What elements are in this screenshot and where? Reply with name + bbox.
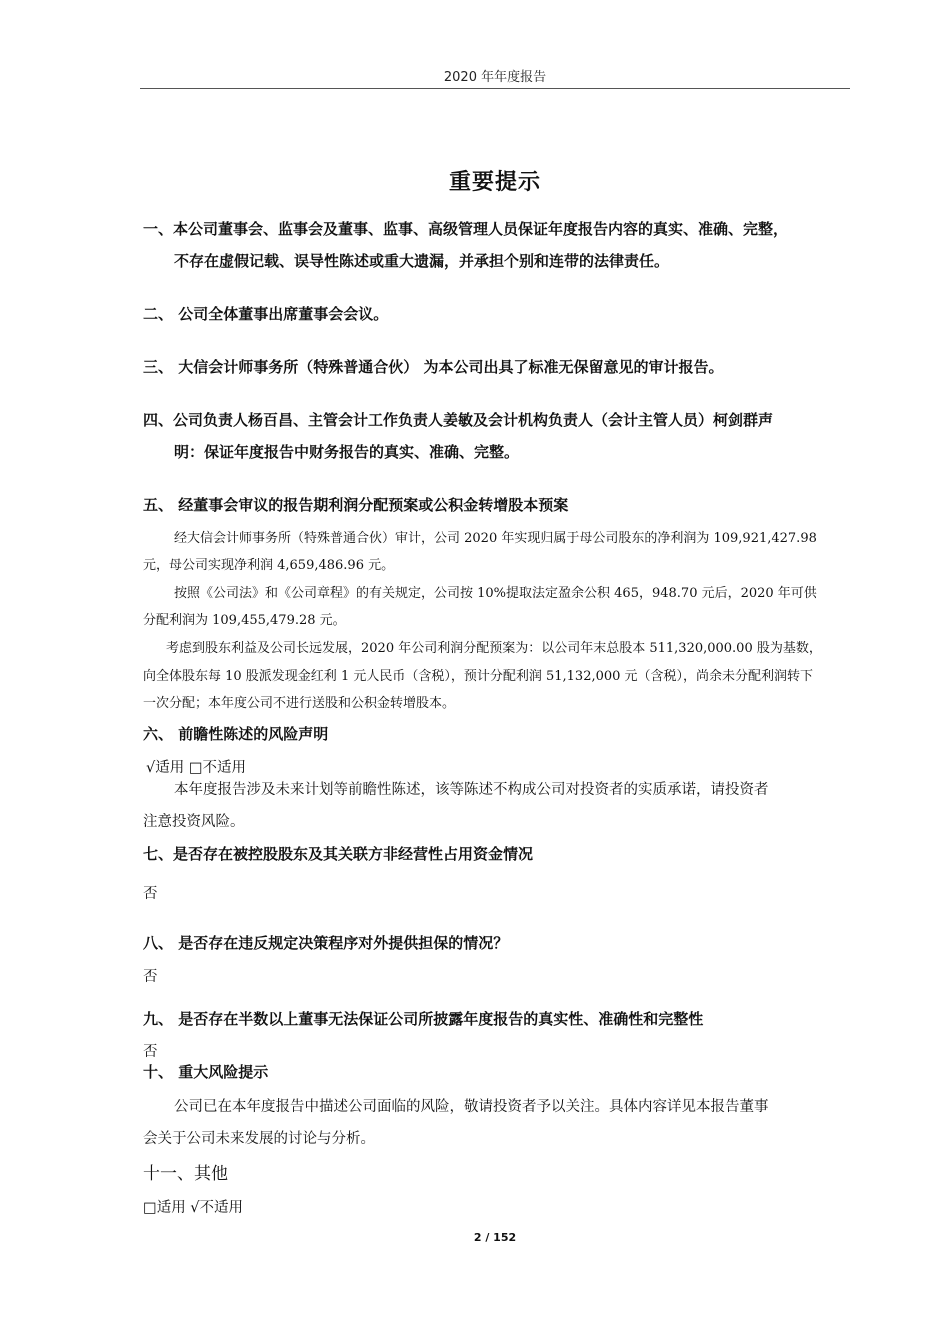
section-5-heading: 五、 经董事会审议的报告期利润分配预案或公积金转增股本预案	[143, 496, 569, 514]
section-6-p-l2: 注意投资风险。	[143, 814, 245, 830]
section-10-heading: 十、 重大风险提示	[143, 1063, 269, 1081]
section-11-option: □适用 √不适用	[143, 1200, 244, 1216]
page-number: 2 / 152	[473, 1231, 517, 1244]
section-5-p2-l1: 按照《公司法》和《公司章程》的有关规定，公司按 10%提取法定盈余公积 465，948.70 元后，2020 年可供	[174, 586, 817, 601]
section-3: 三、 大信会计师事务所（特殊普通合伙） 为本公司出具了标准无保留意见的审计报告。	[143, 358, 724, 376]
section-4-line-2: 明：保证年度报告中财务报告的真实、准确、完整。	[174, 443, 520, 461]
section-6-p-l1: 本年度报告涉及未来计划等前瞻性陈述，该等陈述不构成公司对投资者的实质承诺，请投资者	[174, 782, 769, 798]
section-7-answer: 否	[143, 886, 158, 902]
section-5-p1-l1: 经大信会计师事务所（特殊普通合伙）审计，公司 2020 年实现归属于母公司股东的净利润为 109,921,427.98	[174, 531, 817, 546]
section-1-line-2: 不存在虚假记载、误导性陈述或重大遗漏，并承担个别和连带的法律责任。	[174, 252, 670, 270]
section-8-answer: 否	[143, 969, 158, 985]
section-2: 二、 公司全体董事出席董事会会议。	[143, 305, 389, 323]
section-9-answer: 否	[143, 1044, 158, 1060]
section-6-heading: 六、 前瞻性陈述的风险声明	[143, 725, 329, 743]
page-title: 重要提示	[448, 170, 541, 195]
section-10-p-l2: 会关于公司未来发展的讨论与分析。	[143, 1131, 375, 1147]
section-11-heading: 十一、其他	[143, 1164, 228, 1184]
section-9-heading: 九、 是否存在半数以上董事无法保证公司所披露年度报告的真实性、准确性和完整性	[143, 1010, 704, 1028]
section-10-p-l1: 公司已在本年度报告中描述公司面临的风险，敬请投资者予以关注。具体内容详见本报告董事	[174, 1099, 769, 1115]
section-1-line-1: 一、本公司董事会、监事会及董事、监事、高级管理人员保证年度报告内容的真实、准确、完整，	[143, 220, 789, 238]
section-8-heading: 八、 是否存在违反规定决策程序对外提供担保的情况？	[143, 934, 509, 952]
section-5-p3-l1: 考虑到股东利益及公司长远发展，2020 年公司利润分配预案为：以公司年末总股本 511,320,000.00 股为基数，	[166, 641, 822, 656]
page-header: 2020 年年度报告	[443, 70, 547, 85]
header-rule	[140, 88, 850, 89]
section-7-heading: 七、是否存在被控股股东及其关联方非经营性占用资金情况	[143, 845, 534, 863]
section-4-line-1: 四、公司负责人杨百昌、主管会计工作负责人姜敏及会计机构负责人（会计主管人员）柯剑群声	[143, 411, 774, 429]
section-5-p2-l2: 分配利润为 109,455,479.28 元。	[143, 613, 346, 628]
section-5-p1-l2: 元，母公司实现净利润 4,659,486.96 元。	[143, 558, 395, 573]
section-5-p3-l2: 向全体股东每 10 股派发现金红利 1 元人民币（含税），预计分配利润 51,132,000 元（含税），尚余未分配利润转下	[143, 669, 814, 684]
section-6-option: √适用 □不适用	[146, 760, 247, 776]
section-5-p3-l3: 一次分配；本年度公司不进行送股和公积金转增股本。	[143, 696, 456, 711]
